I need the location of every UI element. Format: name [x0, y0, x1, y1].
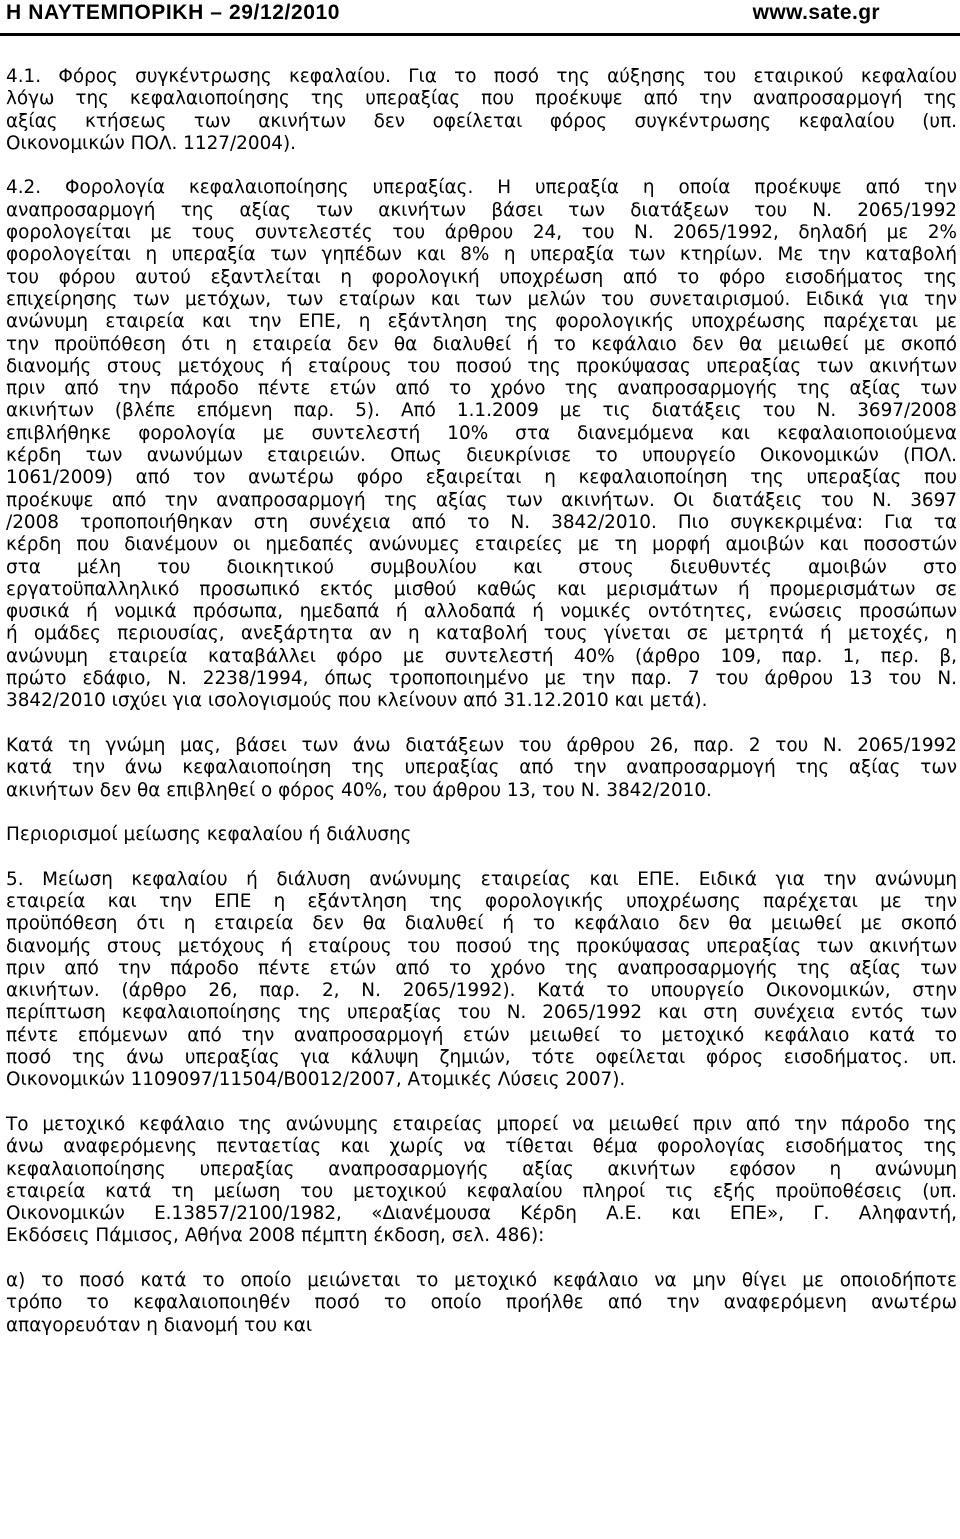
- text-line: εργατοϋπαλληλικό προσωπικό εκτός μισθού καθώς και μερισμάτων ή προμερισμάτων σε: [6, 578, 957, 600]
- article-body: [6, 66, 957, 1337]
- text-line: Οικονομικών Ε.13857/2100/1982, «Διανέμουσα Κέρδη Α.Ε. και ΕΠΕ», Γ. Αληφαντή,: [6, 1203, 957, 1225]
- text-line: κατά την άνω κεφαλαιοποίηση της υπεραξίας από την αναπροσαρμογή της αξίας των: [6, 757, 957, 779]
- text-line: του φόρου αυτού εξαντλείται η φορολογική υποχρέωση από το φόρο εισοδήματος της: [6, 266, 957, 288]
- text-line: εταιρεία και την ΕΠΕ η εξάντληση της φορολογικής υποχρέωσης παρέχεται με την: [6, 890, 957, 912]
- text-line: ανώνυμη εταιρεία καταβάλλει φόρο με συντελεστή 40% (άρθρο 109, παρ. 1, περ. β,: [6, 645, 957, 667]
- paragraph: [6, 869, 957, 1092]
- text-line: αναπροσαρμογή της αξίας των ακινήτων βάσει των διατάξεων του Ν. 2065/1992: [6, 199, 957, 221]
- text-line: ακινήτων (βλέπε επόμενη παρ. 5). Από 1.1.2009 με τις διατάξεις του Ν. 3697/2008: [6, 400, 957, 422]
- text-line: ακινήτων. (άρθρο 26, παρ. 2, Ν. 2065/1992). Κατά το υπουργείο Οικονομικών, στην: [6, 980, 957, 1002]
- text-line: Εκδόσεις Πάμισος, Αθήνα 2008 πέμπτη έκδοση, σελ. 486):: [6, 1225, 545, 1247]
- text-line: την προϋπόθεση ότι η εταιρεία δεν θα διαλυθεί ή το κεφάλαιο δεν θα μειωθεί με σκοπό: [6, 333, 957, 355]
- newspaper-title: Η ΝΑΥΤΕΜΠΟΡΙΚΗ – 29/12/2010: [6, 1, 341, 24]
- header-divider: [0, 33, 960, 36]
- text-line: απαγορευόταν η διανομή του και: [6, 1314, 313, 1336]
- text-line: διανομής στους μετόχους ή εταίρους του ποσού της προκύψασας υπεραξίας των ακινήτων: [6, 355, 957, 377]
- text-line: άνω αναφερόμενης πενταετίας και χωρίς να τίθεται θέμα φορολογίας εισοδήματος της: [6, 1136, 957, 1158]
- text-line: 4.1. Φόρος συγκέντρωσης κεφαλαίου. Για το ποσό της αύξησης του εταιρικού κεφαλαίου: [6, 66, 957, 87]
- paragraph: [6, 177, 957, 712]
- text-line: Οικονομικών ΠΟΛ. 1127/2004).: [6, 132, 296, 154]
- text-line: πρώτο εδάφιο, Ν. 2238/1994, όπως τροποποιημένο με την παρ. 7 του άρθρου 13 του Ν.: [6, 668, 957, 690]
- text-line: επιβλήθηκε φορολογία με συντελεστή 10% στα διανεμόμενα και κεφαλαιοποιούμενα: [6, 422, 957, 444]
- text-line: 4.2. Φορολογία κεφαλαιοποίησης υπεραξίας. Η υπεραξία η οποία προέκυψε από την: [6, 177, 957, 199]
- paragraph: [6, 1114, 957, 1248]
- text-line: αξίας κτήσεως των ακινήτων δεν οφείλεται φόρος συγκέντρωσης κεφαλαίου (υπ.: [6, 110, 957, 132]
- page-header: [0, 0, 960, 40]
- text-line: φυσικά ή νομικά πρόσωπα, ημεδαπά ή αλλοδαπά ή νομικές οντότητες, ενώσεις προσώπων: [6, 601, 957, 623]
- text-line: εταιρεία κατά τη μείωση του μετοχικού κεφαλαίου πληροί τις εξής προϋποθέσεις (υπ.: [6, 1180, 957, 1202]
- paragraph: [6, 824, 957, 846]
- text-line: ποσό της άνω υπεραξίας για κάλυψη ζημιών, τότε οφείλεται φόρος εισοδήματος. υπ.: [6, 1047, 957, 1069]
- text-line: διανομής στους μετόχους ή εταίρους του ποσού της προκύψασας υπεραξίας των ακινήτων: [6, 935, 957, 957]
- paragraph: [6, 66, 957, 155]
- paragraph: [6, 1270, 957, 1337]
- text-line: κέρδη των ανωνύμων εταιρειών. Οπως διευκρίνισε το υπουργείο Οικονομικών (ΠΟΛ.: [6, 445, 957, 467]
- text-line: στα μέλη του διοικητικού συμβουλίου και στους διευθυντές αμοιβών στο: [6, 556, 957, 578]
- text-line: προϋπόθεση ότι η εταιρεία δεν θα διαλυθεί ή το κεφάλαιο δεν θα μειωθεί με σκοπό: [6, 913, 957, 935]
- text-line: πριν από την πάροδο πέντε ετών από το χρόνο της αναπροσαρμογής της αξίας των: [6, 957, 957, 979]
- text-line: ή ομάδες περιουσίας, ανεξάρτητα αν η καταβολή τους γίνεται σε μετρητά ή μετοχές, η: [6, 623, 957, 645]
- text-line: τρόπο το κεφαλαιοποιηθέν ποσό το οποίο προήλθε από την αναφερόμενη ανωτέρω: [6, 1292, 957, 1314]
- text-line: προέκυψε από την αναπροσαρμογή της αξίας των ακινήτων. Οι διατάξεις του Ν. 3697: [6, 489, 957, 511]
- text-line: πέντε επόμενων από την αναπροσαρμογή ετών μειωθεί το μετοχικό κεφάλαιο κατά το: [6, 1024, 957, 1046]
- text-line: /2008 τροποποιήθηκαν στη συνέχεια από το Ν. 3842/2010. Πιο συγκεκριμένα: Για τα: [6, 511, 957, 533]
- text-line: 1061/2009) από τον ανωτέρω φόρο εξαιρείται η κεφαλαιοποίηση της υπεραξίας που: [6, 467, 957, 489]
- text-line: φορολογείται με τους συντελεστές του άρθρου 24, του Ν. 2065/1992, δηλαδή με 2%: [6, 222, 957, 244]
- text-line: κεφαλαιοποίησης υπεραξίας αναπροσαρμογής αξίας ακινήτων εφόσον η ανώνυμη: [6, 1158, 957, 1180]
- text-line: κέρδη που διανέμουν οι ημεδαπές ανώνυμες εταιρείες με τη μορφή αμοιβών και ποσοστών: [6, 534, 957, 556]
- text-line: Το μετοχικό κεφάλαιο της ανώνυμης εταιρείας μπορεί να μειωθεί πριν από την πάροδο της: [6, 1113, 957, 1135]
- source-url: www.sate.gr: [752, 1, 880, 24]
- text-line: φορολογείται η υπεραξία των γηπέδων και 8% η υπεραξία των κτηρίων. Με την καταβολή: [6, 244, 957, 266]
- paragraph: [6, 735, 957, 802]
- text-line: 5. Μείωση κεφαλαίου ή διάλυση ανώνυμης εταιρείας και ΕΠΕ. Ειδικά για την ανώνυμη: [6, 868, 957, 890]
- text-line: επιχείρησης των μετόχων, των εταίρων και των μελών του συνεταιρισμού. Ειδικά για την: [6, 288, 957, 310]
- text-line: Περιορισμοί μείωσης κεφαλαίου ή διάλυσης: [6, 824, 412, 846]
- text-line: Οικονομικών 1109097/11504/Β0012/2007, Ατομικές Λύσεις 2007).: [6, 1069, 626, 1091]
- text-line: α) το ποσό κατά το οποίο μειώνεται το μετοχικό κεφάλαιο να μην θίγει με οποιοδήποτε: [6, 1270, 957, 1292]
- text-line: πριν από την πάροδο πέντε ετών από το χρόνο της αναπροσαρμογής της αξίας των: [6, 378, 957, 400]
- text-line: 3842/2010 ισχύει για ισολογισμούς που κλείνουν από 31.12.2010 και μετά).: [6, 690, 708, 712]
- text-line: Κατά τη γνώμη μας, βάσει των άνω διατάξεων του άρθρου 26, παρ. 2 του Ν. 2065/1992: [6, 734, 957, 756]
- text-line: ακινήτων δεν θα επιβληθεί ο φόρος 40%, του άρθρου 13, του Ν. 3842/2010.: [6, 779, 712, 801]
- text-line: ανώνυμη εταιρεία και την ΕΠΕ, η εξάντληση της φορολογικής υποχρέωσης παρέχεται με: [6, 311, 957, 333]
- text-line: περίπτωση κεφαλαιοποίησης της υπεραξίας του Ν. 2065/1992 και στη συνέχεια εντός των: [6, 1002, 957, 1024]
- text-line: λόγω της κεφαλαιοποίησης της υπεραξίας που προέκυψε από την αναπροσαρμογή της: [6, 88, 957, 110]
